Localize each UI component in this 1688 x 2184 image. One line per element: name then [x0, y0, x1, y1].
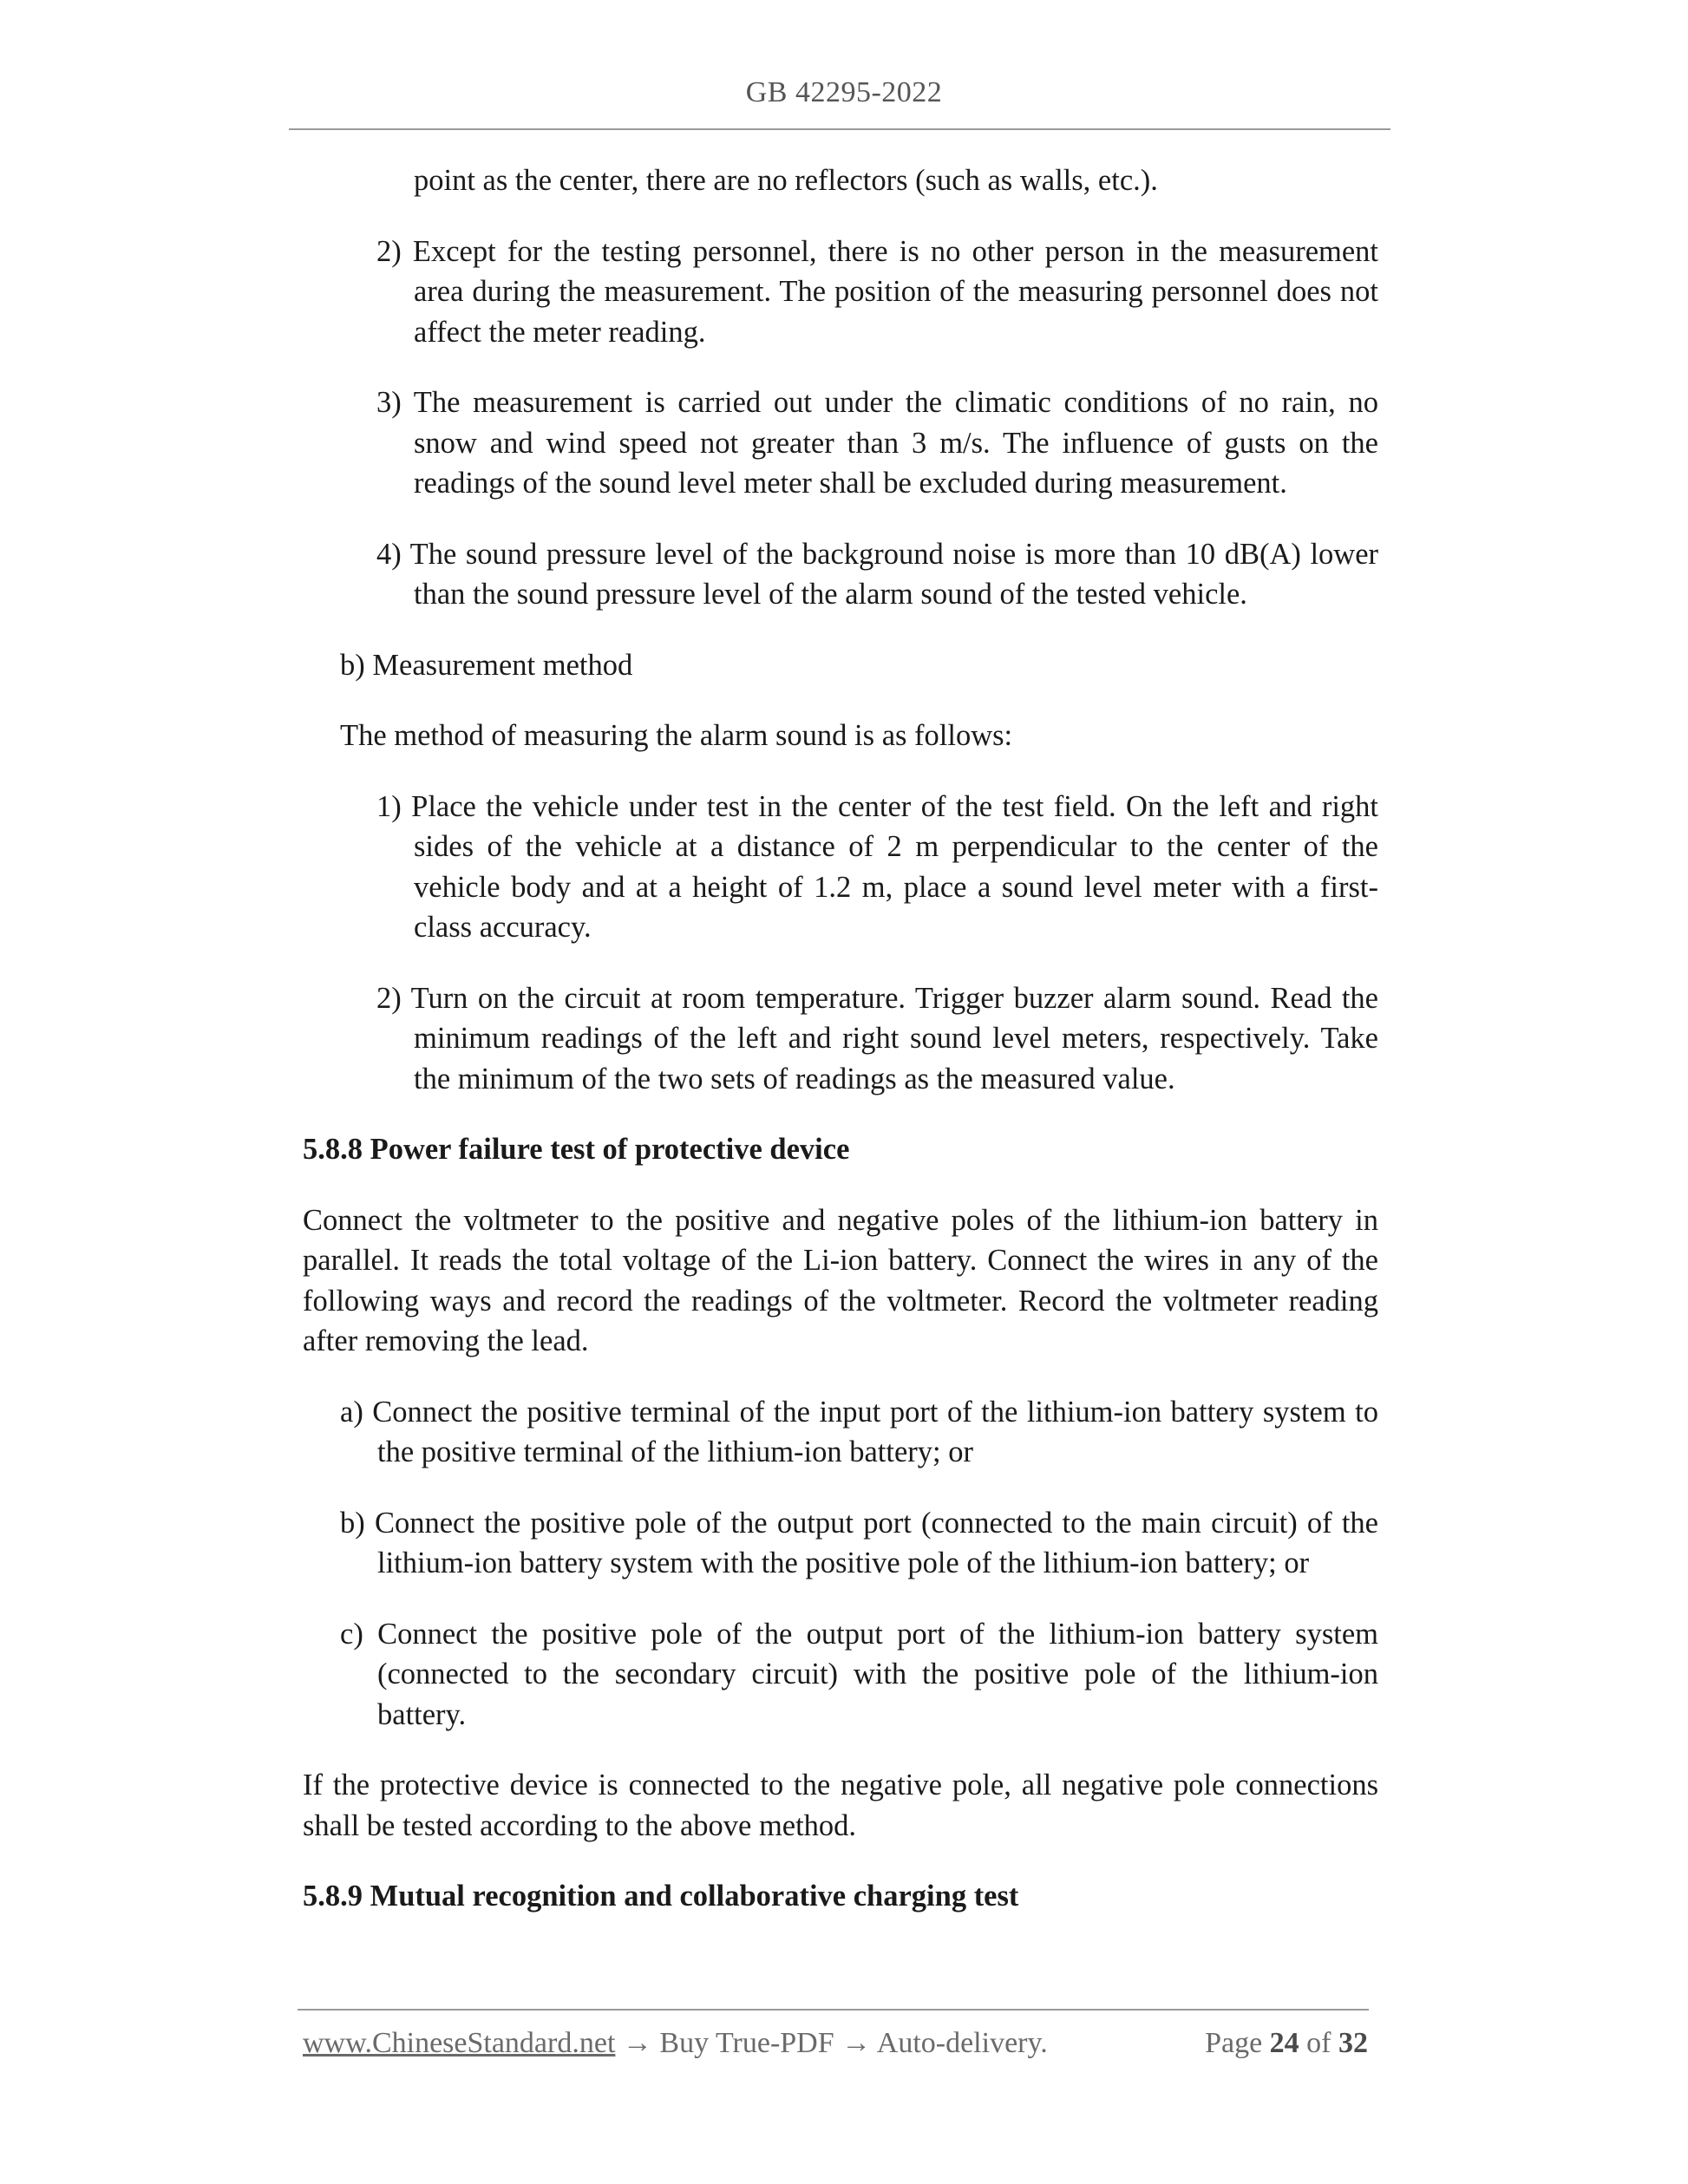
document-body: [303, 160, 1378, 1917]
buy-pdf-text: Buy True-PDF: [659, 2027, 834, 2059]
method-step-2: 2) Turn on the circuit at room temperature. Trigger buzzer alarm sound. Read the minimum readings of the left and right sound level meters, respectively. Take the minimum of the two sets of readings as the measured value.: [376, 981, 1378, 1095]
subsection-b-heading: b) Measurement method: [340, 648, 633, 682]
page-footer: [303, 2027, 1368, 2060]
condition-2: 2) Except for the testing personnel, there is no other person in the measurement area during the measurement. The position of the measuring personnel does not affect the meter reading.: [376, 234, 1378, 349]
method-intro: The method of measuring the alarm sound is as follows:: [340, 719, 1013, 752]
section-5-8-8-intro: Connect the voltmeter to the positive and negative poles of the lithium-ion battery in parallel. It reads the total voltage of the Li-ion battery. Connect the wires in any of the following ways and record the readings of the voltmeter. Record the voltmeter reading after removing the lead.: [303, 1203, 1378, 1357]
current-page-number: 24: [1269, 2027, 1299, 2059]
total-pages-number: 32: [1338, 2027, 1368, 2059]
list-item-b: b) Connect the positive pole of the output port (connected to the main circuit) of the lithium-ion battery system with the positive pole of the lithium-ion battery; or: [340, 1506, 1378, 1579]
section-5-8-9-title: 5.8.9 Mutual recognition and collaborative charging test: [303, 1880, 1019, 1913]
page-of-label: of: [1306, 2027, 1331, 2059]
method-step-1: 1) Place the vehicle under test in the center of the test field. On the left and right sides of the vehicle at a distance of 2 m perpendicular to the center of the vehicle body and at a height of 1.2 m, place a sound level meter with a first-class accuracy.: [376, 789, 1378, 944]
section-5-8-8-note: If the protective device is connected to the negative pole, all negative pole connections shall be tested according to the above method.: [303, 1769, 1378, 1842]
condition-3: 3) The measurement is carried out under the climatic conditions of no rain, no snow and wind speed not greater than 3 m/s. The influence of gusts on the readings of the sound level meter shall be excluded during measurement.: [376, 386, 1378, 500]
footer-promo: [303, 2027, 1048, 2060]
auto-delivery-text: Auto-delivery.: [876, 2027, 1048, 2059]
page-indicator: [1205, 2027, 1368, 2060]
document-code: GB 42295-2022: [745, 76, 943, 108]
page-label: Page: [1205, 2027, 1263, 2059]
list-item-c: c) Connect the positive pole of the output port of the lithium-ion battery system (connected to the secondary circuit) with the positive pole of the lithium-ion battery.: [340, 1617, 1378, 1731]
header-divider: [289, 128, 1390, 130]
arrow-right-icon: →: [622, 2027, 652, 2059]
footer-divider: [298, 2009, 1369, 2011]
section-5-8-8-title: 5.8.8 Power failure test of protective device: [303, 1133, 850, 1166]
page-header: [0, 76, 1688, 109]
condition-4: 4) The sound pressure level of the background noise is more than 10 dB(A) lower than the sound pressure level of the alarm sound of the tested vehicle.: [376, 537, 1378, 611]
arrow-right-icon: →: [841, 2027, 872, 2059]
list-item-a: a) Connect the positive terminal of the input port of the lithium-ion battery system to the positive terminal of the lithium-ion battery; or: [340, 1395, 1378, 1468]
website-link[interactable]: www.ChineseStandard.net: [303, 2027, 616, 2059]
paragraph-continuation: point as the center, there are no reflectors (such as walls, etc.).: [414, 164, 1158, 197]
